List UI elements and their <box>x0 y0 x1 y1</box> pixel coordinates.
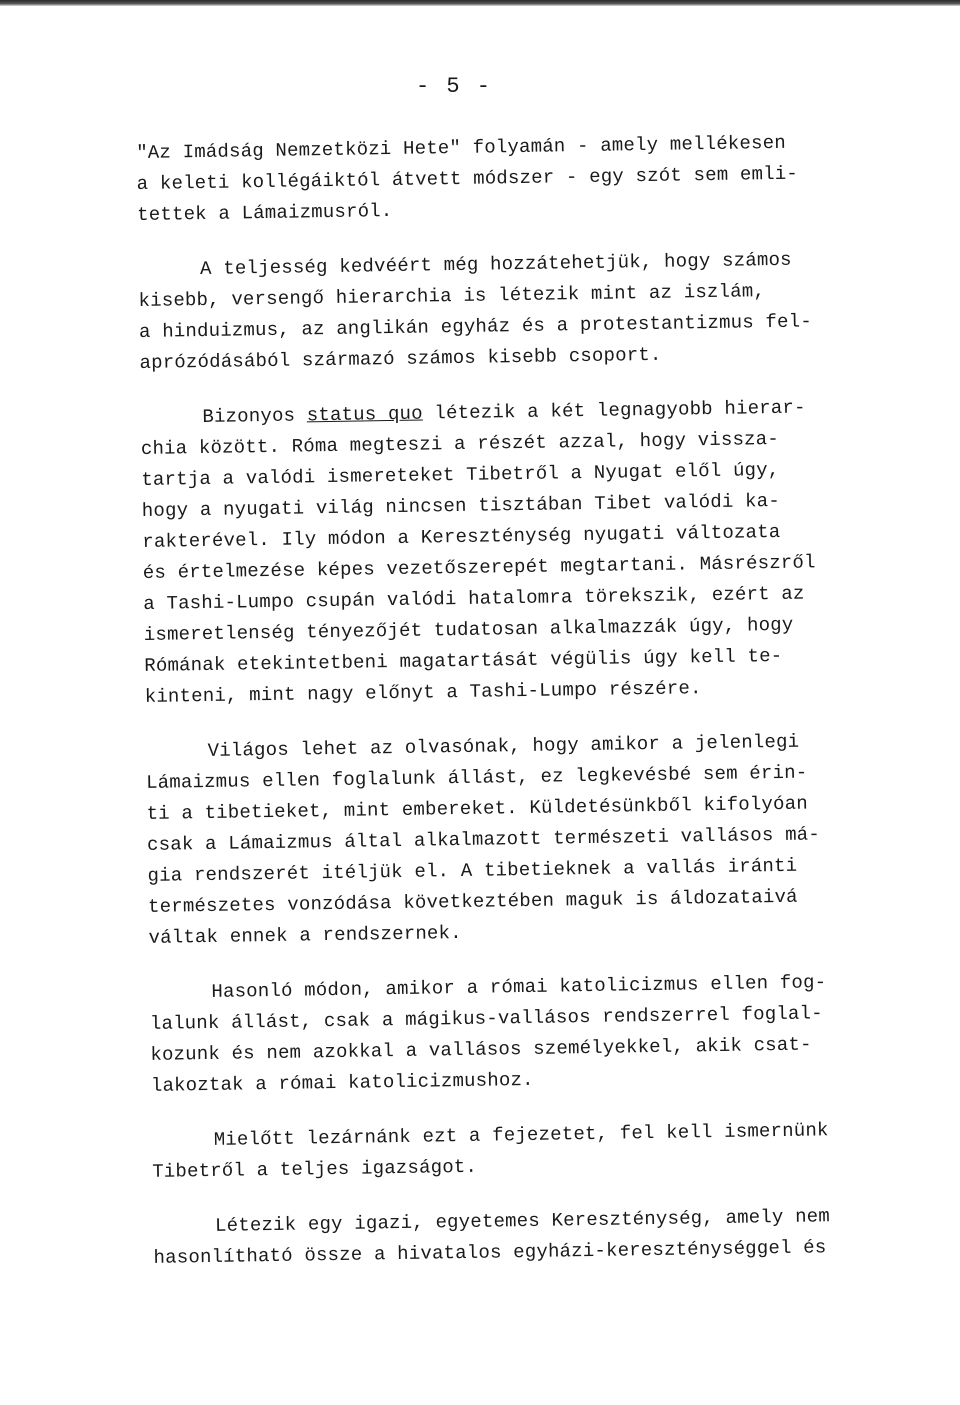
underlined-phrase: status quo <box>306 402 423 427</box>
paragraph <box>138 244 860 379</box>
text-line: tettek a Lámaizmusról. <box>137 199 393 226</box>
page-number: - 5 - <box>415 74 492 99</box>
text-line: tartja a valódi ismereteket Tibetről a Nyugat elől úgy, <box>141 458 780 491</box>
text-line: ismeretlenség tényezőjét tudatosan alkalmazzák úgy, hogy <box>143 613 794 646</box>
paragraph <box>153 1201 874 1274</box>
text-line: a Tashi-Lumpo csupán valódi hatalomra törekszik, ezért az <box>143 582 805 615</box>
scan-top-edge <box>0 0 960 6</box>
text-line: rakterével. Ily módon a Kereszténység nyugati változata <box>142 520 781 553</box>
text-line: ti a tibetieket, mint embereket. Küldetésünkből kifolyóan <box>146 792 809 825</box>
text-line: hasonlítható össze a hivatalos egyházi-kereszténységgel és <box>153 1236 827 1269</box>
paragraph <box>145 726 868 954</box>
text-line: A teljesség kedvéért még hozzátehetjük, hogy számos <box>199 248 792 281</box>
text-line: aprózódásából származó számos kisebb csoport. <box>139 343 662 374</box>
text-line: hogy a nyugati világ nincsen tisztában Tibet valódi ka- <box>141 489 781 522</box>
text-line: "Az Imádság Nemzetközi Hete" folyamán - amely mellékesen <box>136 131 787 164</box>
text-line: kozunk és nem azokkal a vallásos személyekkel, akik csat- <box>150 1033 812 1066</box>
text-line: kisebb, versengő hierarchia is létezik mint az iszlám, <box>138 280 766 312</box>
text-line: chia között. Róma megteszi a részét azzal, hogy vissza- <box>140 427 780 460</box>
text-line: a keleti kollégáiktól átvett módszer - egy szót sem emli- <box>136 162 799 195</box>
paragraph <box>149 967 871 1102</box>
text-line: természetes vonzódása következtében maguk is áldozataivá <box>147 885 798 918</box>
paragraph <box>136 127 857 231</box>
text-line: lakoztak a római katolicizmushoz. <box>150 1068 534 1097</box>
text-line: Világos lehet az olvasónak, hogy amikor a jelenlegi <box>207 730 800 762</box>
text-line: a hinduizmus, az anglikán egyház és a protestantizmus fel- <box>138 310 813 343</box>
text-line: csak a Lámaizmus által alkalmazott természeti vallásos má- <box>146 823 821 856</box>
text-line: és értelmezése képes vezetőszerepét megtartani. Másrészről <box>142 551 816 584</box>
text-line: Tibetről a teljes igazságot. <box>152 1155 478 1183</box>
text-segment: létezik a két legnagyobb hierar- <box>422 396 806 425</box>
paragraph <box>140 392 865 713</box>
text-line: Lámaizmus ellen foglalunk állást, ez legkevésbé sem érin- <box>145 761 808 794</box>
text-line: gia rendszerét itéljük el. A tibetieknek a vallás iránti <box>147 854 798 887</box>
text-line: Hasonló módon, amikor a római katolicizmus ellen fog- <box>211 971 827 1003</box>
text-line: lalunk állást, csak a mágikus-vallásos rendszerrel foglal- <box>149 1002 823 1035</box>
text-line: Mielőtt lezárnánk ezt a fejezetet, fel kell ismernünk <box>213 1119 829 1151</box>
text-line: Rómának etekintetbeni magatartását végülis úgy kell te- <box>144 644 783 677</box>
text-line: kinteni, mint nagy előnyt a Tashi-Lumpo részére. <box>144 677 702 708</box>
text-line: váltak ennek a rendszernek. <box>148 921 462 949</box>
document-body <box>136 127 874 1298</box>
text-line: Létezik egy igazi, egyetemes Kereszténység, amely nem <box>214 1205 831 1237</box>
text-segment: Bizonyos <box>202 404 307 428</box>
paragraph <box>152 1115 873 1188</box>
